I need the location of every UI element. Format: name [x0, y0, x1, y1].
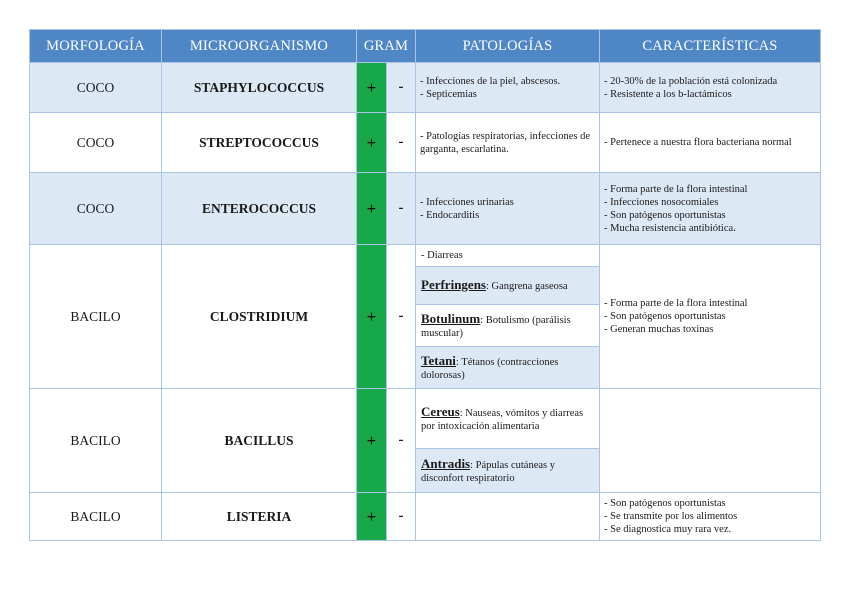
caracteristica-line: - Se diagnostica muy rara vez.	[604, 524, 732, 535]
gram-positive-cell: +	[357, 63, 387, 113]
caracteristica-line: - Resistente a los b-lactámicos	[604, 88, 732, 100]
gram-negative-cell: -	[387, 493, 416, 541]
species-cell	[416, 305, 600, 347]
caracteristica-line: - Mucha resistencia antibiótica.	[604, 222, 736, 234]
species-cell	[416, 267, 600, 305]
microorganismo-cell: LISTERIA	[162, 493, 357, 541]
caracteristica-line: - Forma parte de la flora intestinal	[604, 183, 748, 195]
caracteristica-line: - Infecciones nosocomiales	[604, 196, 719, 208]
patologias-cell	[416, 173, 600, 245]
caracteristicas-cell	[600, 389, 821, 493]
morfologia-cell: BACILO	[30, 493, 162, 541]
caracteristica-line: - 20-30% de la población está colonizada	[604, 75, 778, 87]
gram-negative-cell: -	[387, 113, 416, 173]
caracteristica-line: - Son patógenos oportunistas	[604, 311, 726, 322]
table-row	[30, 173, 821, 245]
patologia-line: - Endocarditis	[420, 209, 480, 221]
species-name: Tetani	[421, 352, 456, 368]
microorganismo-cell: STAPHYLOCOCCUS	[162, 63, 357, 113]
patologias-cell	[416, 493, 600, 541]
morfologia-cell: BACILO	[30, 389, 162, 493]
gram-positive-cell: +	[357, 113, 387, 173]
patologias-cell	[416, 113, 600, 173]
patologia-line: - Patologías respiratorias, infecciones de garganta, escarlatina.	[420, 130, 590, 155]
caracteristicas-cell	[600, 173, 821, 245]
bacteria-table	[29, 29, 821, 541]
morfologia-cell: COCO	[30, 173, 162, 245]
table-row	[30, 389, 821, 449]
table-row	[30, 113, 821, 173]
species-cell	[416, 449, 600, 493]
patologia-line: - Infecciones urinarias	[420, 196, 514, 208]
species-cell	[416, 347, 600, 389]
caracteristica-line: - Forma parte de la flora intestinal	[604, 298, 748, 309]
caracteristicas-cell	[600, 113, 821, 173]
species-desc: : Nauseas, vómitos y diarreas por intoxicación alimentaria	[421, 407, 584, 432]
header-morfologia: MORFOLOGÍA	[30, 30, 162, 63]
gram-positive-cell: +	[357, 245, 387, 389]
gram-negative-cell: -	[387, 173, 416, 245]
caracteristicas-cell	[600, 493, 821, 541]
table-row	[30, 493, 821, 541]
species-cell	[416, 389, 600, 449]
patologias-cell: - Diarreas	[416, 245, 600, 267]
gram-positive-cell: +	[357, 173, 387, 245]
gram-positive-cell: +	[357, 493, 387, 541]
species-desc: : Botulismo (parálisis muscular)	[421, 314, 571, 339]
caracteristica-line: - Generan muchas toxinas	[604, 324, 714, 335]
morfologia-cell: COCO	[30, 113, 162, 173]
species-name: Cereus	[421, 403, 460, 419]
header-caracteristicas: CARACTERÍSTICAS	[600, 30, 821, 63]
patologia-line: - Infecciones de la piel, abscesos.	[420, 75, 561, 87]
gram-negative-cell: -	[387, 245, 416, 389]
caracteristicas-cell	[600, 63, 821, 113]
species-desc: : Pápulas cutáneas y disconfort respiratorio	[421, 459, 555, 484]
header-gram: GRAM	[357, 30, 416, 63]
gram-negative-cell: -	[387, 389, 416, 493]
species-name: Perfringens	[421, 277, 486, 292]
microorganismo-cell: ENTEROCOCCUS	[162, 173, 357, 245]
caracteristica-line: - Se transmite por los alimentos	[604, 511, 738, 522]
table-row	[30, 245, 821, 267]
table-row	[30, 63, 821, 113]
microorganismo-cell: BACILLUS	[162, 389, 357, 493]
header-microorganismo: MICROORGANISMO	[162, 30, 357, 63]
microorganismo-cell: STREPTOCOCCUS	[162, 113, 357, 173]
header-patologias: PATOLOGÍAS	[416, 30, 600, 63]
patologias-cell	[416, 63, 600, 113]
species-name: Botulinum	[421, 310, 481, 326]
morfologia-cell: COCO	[30, 63, 162, 113]
species-name: Antradis	[421, 455, 471, 471]
species-desc: : Tétanos (contracciones dolorosas)	[421, 356, 559, 381]
header-row	[30, 30, 821, 63]
caracteristicas-cell	[600, 245, 821, 389]
caracteristica-line: - Pertenece a nuestra flora bacteriana normal	[604, 137, 792, 148]
gram-positive-cell: +	[357, 389, 387, 493]
caracteristica-line: - Son patógenos oportunistas	[604, 209, 726, 221]
caracteristica-line: - Son patógenos oportunistas	[604, 498, 726, 509]
microorganismo-cell: CLOSTRIDIUM	[162, 245, 357, 389]
gram-negative-cell: -	[387, 63, 416, 113]
patologia-line: - Septicemias	[420, 88, 477, 100]
species-desc: : Gangrena gaseosa	[485, 281, 568, 292]
morfologia-cell: BACILO	[30, 245, 162, 389]
